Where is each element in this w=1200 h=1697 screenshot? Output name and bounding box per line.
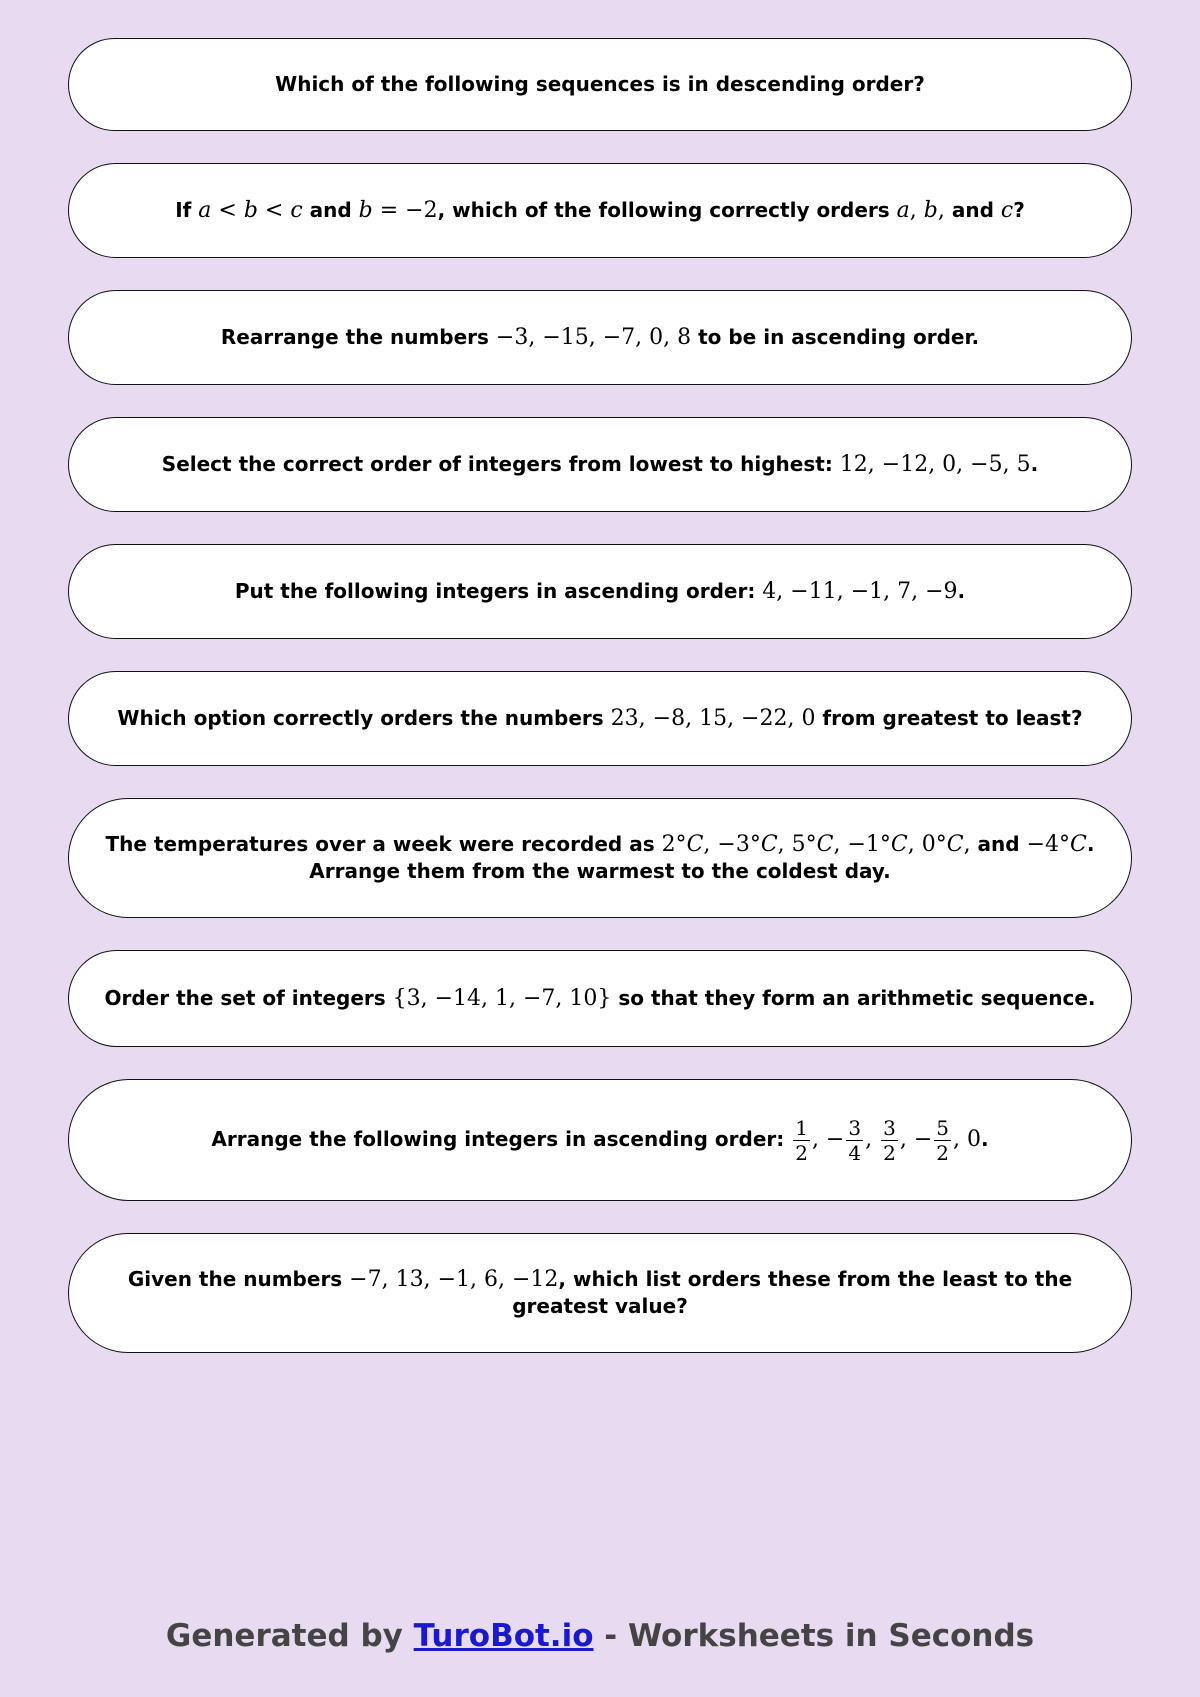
question-card (68, 950, 1132, 1047)
question-text-segment: , which list orders these from the least to the greatest value? (512, 1267, 1073, 1318)
question-text-segment: Order the set of integers (104, 986, 393, 1010)
fraction-numerator: 5 (936, 1115, 949, 1140)
turobot-link[interactable]: TuroBot.io (413, 1618, 594, 1654)
fraction-denominator: 2 (936, 1140, 949, 1165)
question-card (68, 798, 1132, 918)
math-expression: −3, −15, −7, 0, 8 (495, 325, 692, 350)
question-card (68, 290, 1132, 385)
math-expression: c (1000, 198, 1014, 223)
math-expression: 4, −11, −1, 7, −9 (762, 579, 958, 604)
fraction (881, 1116, 898, 1165)
question-text-segment: so that they form an arithmetic sequence. (611, 986, 1096, 1010)
question-text-segment: . Arrange them from the warmest to the coldest day. (309, 832, 1095, 883)
fraction-denominator: 2 (883, 1140, 896, 1165)
question-text-segment: . (980, 1126, 989, 1151)
question-text-segment: , which of the following correctly orders (437, 198, 897, 222)
math-expression: , (865, 1126, 880, 1152)
question-text-segment: The temperatures over a week were recorded as (105, 832, 662, 856)
question-text (117, 705, 1082, 732)
question-text-segment: Select the correct order of integers from lowest to highest: (161, 452, 840, 476)
question-text-segment: Arrange the following integers in ascending order: (211, 1126, 792, 1151)
question-card (68, 671, 1132, 766)
question-text (221, 324, 979, 351)
fraction-numerator: 3 (848, 1115, 862, 1140)
question-text-segment: and (302, 198, 359, 222)
fraction-numerator: 3 (883, 1115, 896, 1140)
math-expression: a, b, (896, 198, 945, 223)
math-expression: {3, −14, 1, −7, 10} (392, 986, 612, 1011)
question-text (105, 1266, 1095, 1320)
fraction (793, 1116, 810, 1165)
question-list (68, 38, 1132, 1385)
question-card (68, 544, 1132, 639)
question-text-segment: . (1030, 452, 1039, 476)
math-expression: −7, 13, −1, 6, −12 (349, 1267, 559, 1292)
question-text (162, 451, 1038, 478)
question-text-segment: ? (1013, 198, 1025, 222)
math-expression: −4°C (1026, 832, 1087, 857)
math-expression: a < b < c (198, 198, 303, 223)
question-text-segment: Which option correctly orders the numbers (117, 706, 611, 730)
math-expression: , − (899, 1126, 933, 1152)
question-text (211, 1116, 988, 1165)
question-card (68, 1233, 1132, 1353)
math-expression: 2°C, −3°C, 5°C, −1°C, 0°C, (661, 832, 971, 857)
fraction-denominator: 4 (848, 1140, 862, 1165)
question-text (105, 985, 1096, 1012)
question-text (93, 831, 1107, 885)
math-expression: 23, −8, 15, −22, 0 (610, 706, 816, 731)
math-expression: b = −2 (358, 198, 438, 223)
question-card (68, 163, 1132, 258)
question-text-segment: Given the numbers (127, 1267, 350, 1291)
question-text (175, 197, 1025, 224)
footer (0, 1618, 1200, 1654)
question-card (68, 38, 1132, 131)
footer-suffix: - Worksheets in Seconds (593, 1618, 1035, 1654)
question-text-segment: Which of the following sequences is in descending order? (275, 72, 925, 96)
question-text-segment: Put the following integers in ascending order: (234, 579, 763, 603)
fraction-numerator: 1 (795, 1115, 808, 1140)
question-card (68, 417, 1132, 512)
question-text (275, 71, 925, 98)
question-card (68, 1079, 1132, 1201)
footer-prefix: Generated by (165, 1618, 414, 1654)
question-text-segment: and (970, 832, 1027, 856)
math-expression: , − (811, 1126, 845, 1152)
question-text-segment: to be in ascending order. (691, 325, 980, 349)
fraction-denominator: 2 (795, 1140, 808, 1165)
math-expression: , 0 (952, 1126, 981, 1152)
question-text-segment: . (957, 579, 966, 603)
question-text-segment: from greatest to least? (815, 706, 1083, 730)
math-expression: 12, −12, 0, −5, 5 (839, 452, 1031, 477)
question-text (235, 578, 965, 605)
fraction (934, 1116, 951, 1165)
question-text-segment: If (175, 198, 199, 222)
question-text-segment: Rearrange the numbers (220, 325, 496, 349)
question-text-segment: and (944, 198, 1001, 222)
fraction (846, 1116, 863, 1165)
